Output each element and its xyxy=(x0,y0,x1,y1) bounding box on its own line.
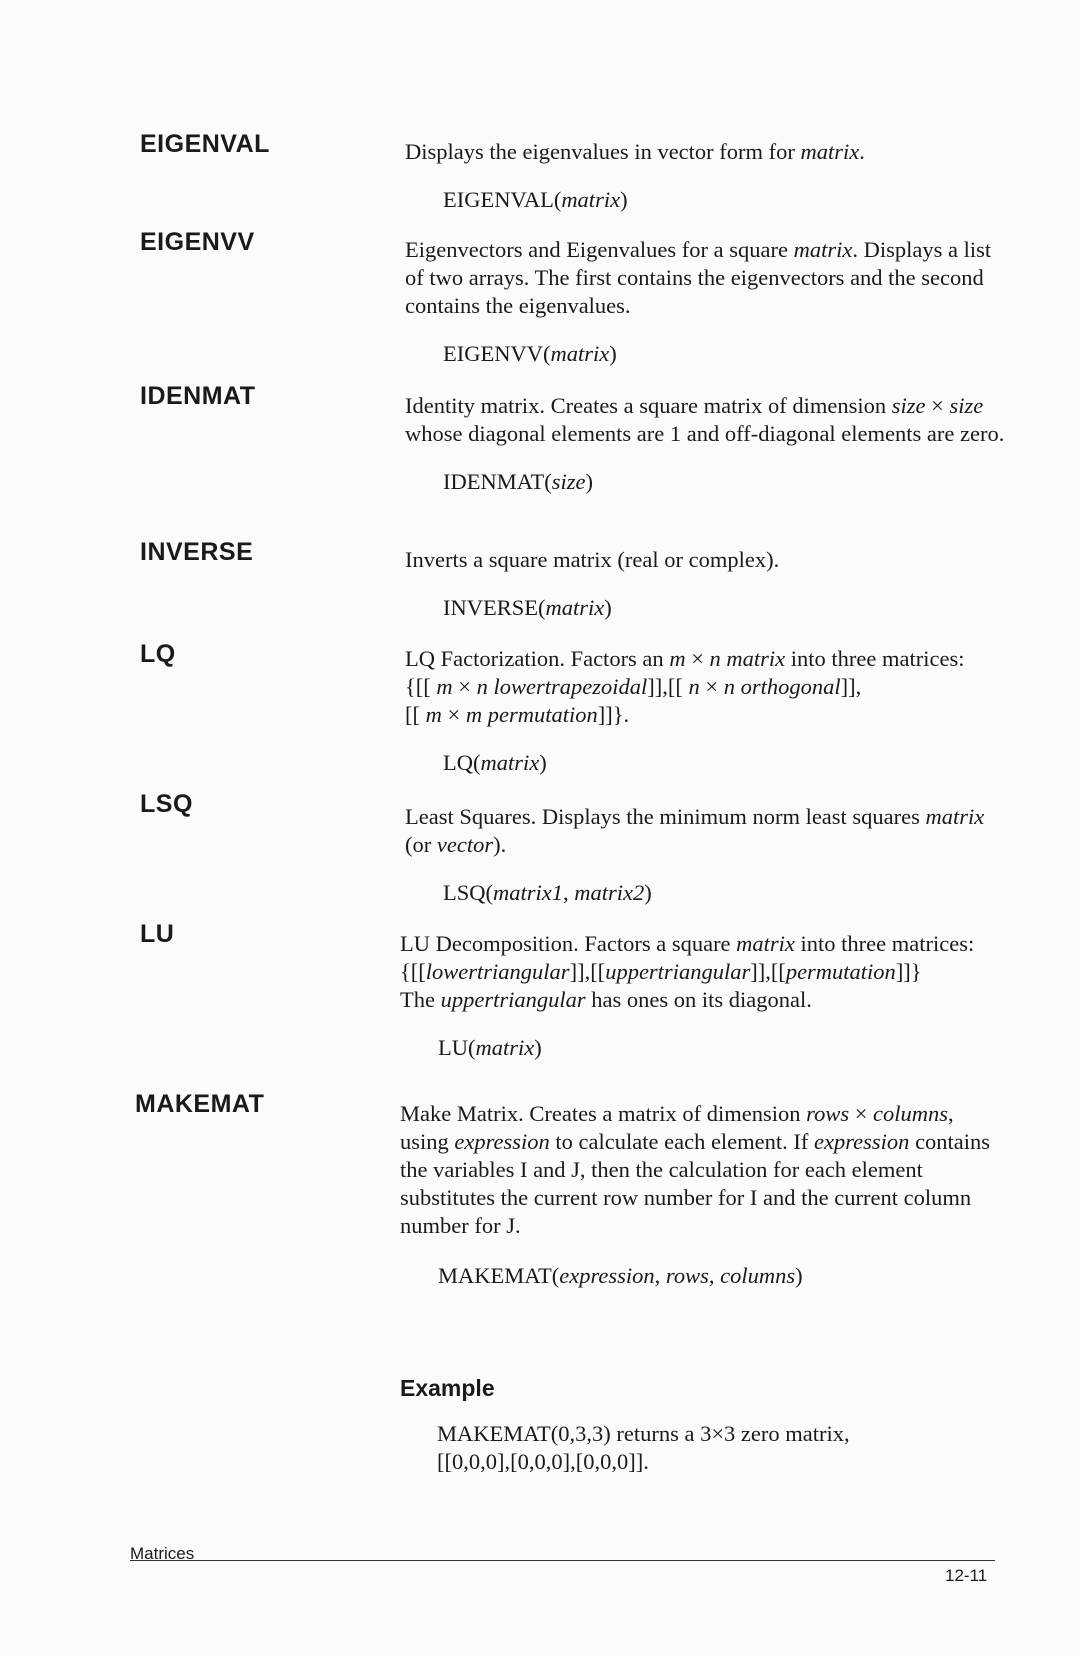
term-description: Identity matrix. Creates a square matrix of dimension size × size whose diagonal elements are 1 and off-diagonal elements are zero. IDENMAT(size) xyxy=(405,393,1005,494)
syntax-line: IDENMAT(size) xyxy=(443,469,593,494)
term-heading: EIGENVAL xyxy=(140,130,270,158)
footer-section-title: Matrices xyxy=(130,1544,195,1563)
syntax-line: MAKEMAT(expression, rows, columns) xyxy=(438,1263,803,1288)
term-description: Displays the eigenvalues in vector form for matrix. EIGENVAL(matrix) xyxy=(405,138,1005,214)
footer-rule xyxy=(130,1560,995,1561)
term-description: Eigenvectors and Eigenvalues for a square matrix. Displays a list of two arrays. The first contains the eigenvectors and the second contains the eigenvalues. EIGENVV(matrix) xyxy=(405,236,1005,368)
syntax-line: EIGENVV(matrix) xyxy=(443,341,617,366)
syntax-line: LQ(matrix) xyxy=(443,750,547,775)
page-number: 12-11 xyxy=(945,1566,988,1585)
example-heading: Example xyxy=(400,1375,495,1401)
syntax-line: LSQ(matrix1, matrix2) xyxy=(443,880,652,905)
term-heading: LU xyxy=(140,920,175,948)
term-description: Make Matrix. Creates a matrix of dimension rows × columns, using expression to calculate each element. If expression contains the variables I and J, then the calculation for each element substitutes the current row number for I and the current column number for J. MAKEMAT(expression, rows, columns) xyxy=(400,1100,1000,1290)
syntax-line: INVERSE(matrix) xyxy=(443,595,612,620)
syntax-line: LU(matrix) xyxy=(438,1035,542,1060)
syntax-line: EIGENVAL(matrix) xyxy=(443,187,628,212)
example-text: MAKEMAT(0,3,3) returns a 3×3 zero matrix, [[0,0,0],[0,0,0],[0,0,0]]. xyxy=(437,1421,850,1474)
term-description: LQ Factorization. Factors an m × n matrix into three matrices: {[[ m × n lowertrapezoidal]],[[ n × n orthogonal]], [[ m × m permutation]]}. LQ(matrix) xyxy=(405,645,1015,777)
term-description: LU Decomposition. Factors a square matrix into three matrices: {[[lowertriangular]],[[uppertriangular]],[[permutation]]} The uppertriangular has ones on its diagonal. LU(matrix) xyxy=(400,930,1000,1062)
term-heading: LSQ xyxy=(140,790,193,818)
term-heading: MAKEMAT xyxy=(135,1090,265,1118)
term-description: Least Squares. Displays the minimum norm least squares matrix (or vector). LSQ(matrix1, matrix2) xyxy=(405,803,1005,907)
term-heading: IDENMAT xyxy=(140,382,256,410)
term-heading: EIGENVV xyxy=(140,228,255,256)
term-heading: INVERSE xyxy=(140,538,254,566)
term-heading: LQ xyxy=(140,640,176,668)
term-description: Inverts a square matrix (real or complex). INVERSE(matrix) xyxy=(405,546,1005,622)
